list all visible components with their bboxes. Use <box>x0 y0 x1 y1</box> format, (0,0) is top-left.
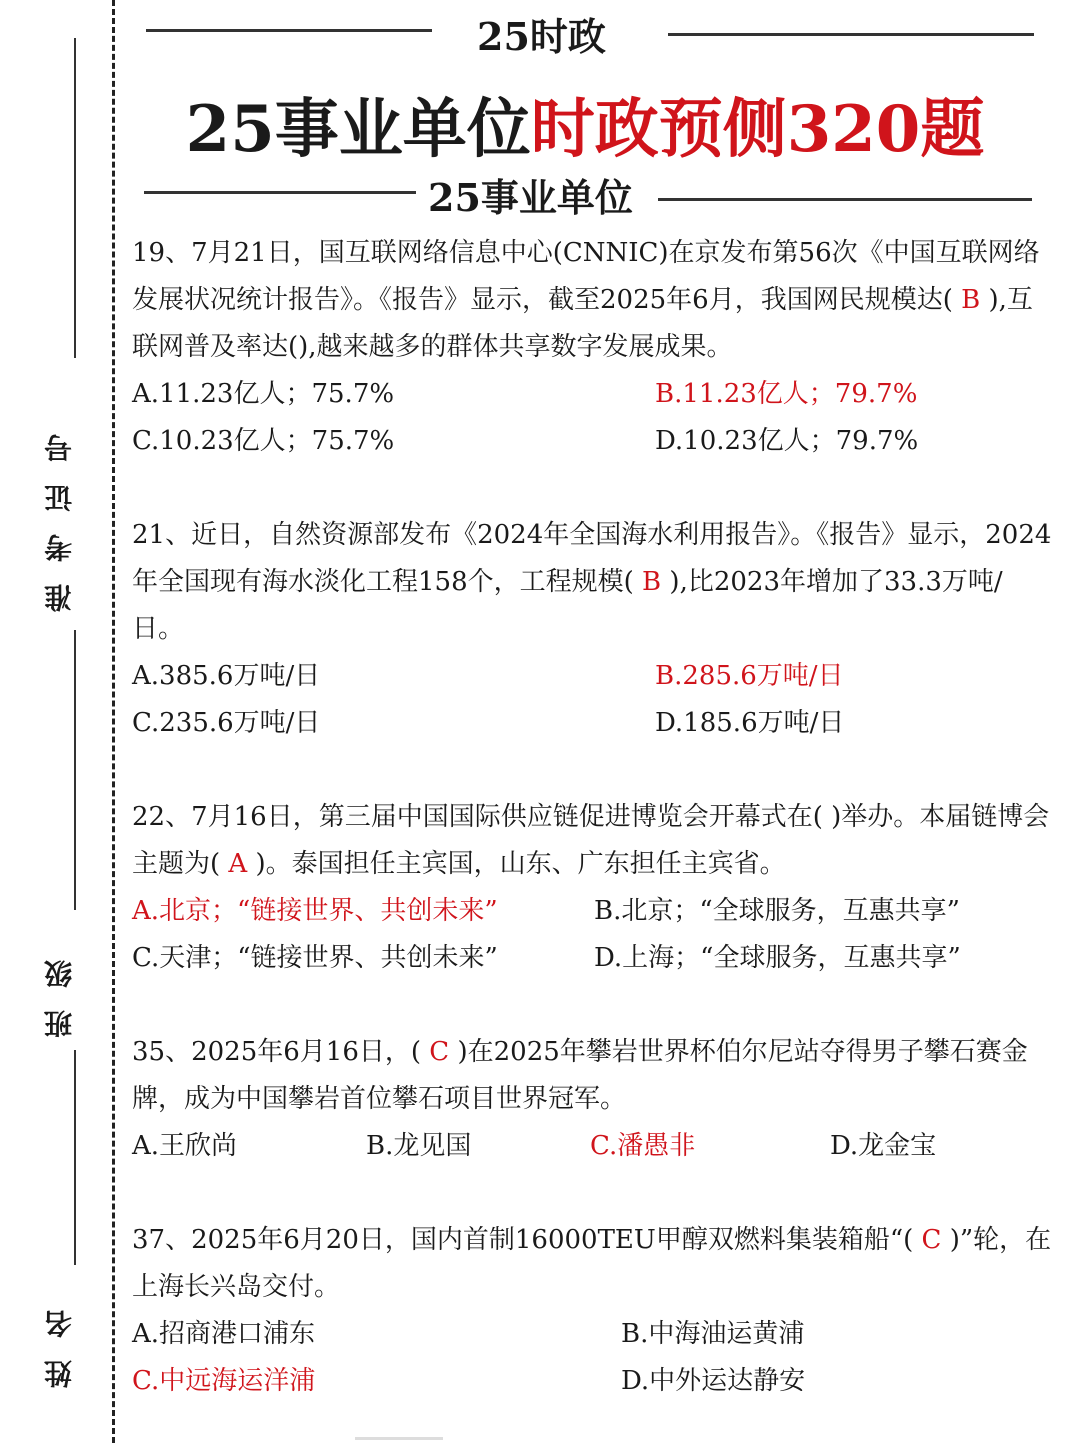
options <box>132 888 1052 982</box>
option-b: B.龙见国 <box>366 1131 472 1161</box>
option-c-correct: C.潘愚非 <box>590 1131 696 1161</box>
question-stem: 35、2025年6月16日，( <box>132 1037 422 1067</box>
question-stem: 22、7月16日，第三届中国国际供应链促进博览会开幕式在( )举办。本届链博会主题为( <box>132 802 1050 879</box>
option-d: D.185.6万吨/日 <box>655 708 845 738</box>
question-stem-tail: ),互联网普及率达(),越来越多的群体共享数字发展成果。 <box>132 285 1033 362</box>
option-c: C.10.23亿人；75.7% <box>132 426 395 456</box>
options <box>132 371 1052 465</box>
question-stem: 37、2025年6月20日，国内首制16000TEU甲醇双燃料集装箱船“( <box>132 1225 914 1255</box>
options <box>132 653 1052 747</box>
seal-rule-bottom <box>74 1050 76 1265</box>
header-rule-top-left <box>146 29 432 32</box>
header-rule-bottom-right <box>658 198 1032 201</box>
answer-letter: B <box>633 567 670 597</box>
header-rule-top-right <box>668 33 1034 36</box>
question-stem-tail: ),比2023年增加了33.3万吨/日。 <box>132 567 1003 644</box>
exam-id-label: 准考证号 <box>43 412 76 612</box>
options <box>132 1123 1052 1170</box>
question-text <box>132 230 1052 371</box>
header-top-label: 25时政 <box>477 14 606 59</box>
question-stem-tail: )”轮，在上海长兴岛交付。 <box>132 1225 1052 1302</box>
question-stem: 21、近日，自然资源部发布《2024年全国海水利用报告》。《报告》显示，2024年全国现有海水淡化工程158个，工程规模( <box>132 520 1052 597</box>
question-stem-tail: )在2025年攀岩世界杯伯尔尼站夺得男子攀石赛金牌，成为中国攀岩首位攀石项目世界冠军。 <box>132 1037 1028 1114</box>
option-b-correct: B.285.6万吨/日 <box>655 661 844 691</box>
option-a: A.王欣尚 <box>132 1131 238 1161</box>
option-d: D.龙金宝 <box>830 1131 937 1161</box>
bottom-divider <box>355 1437 443 1440</box>
title-red-part: 时政预侧320题 <box>530 92 985 167</box>
option-d: D.上海；“全球服务，互惠共享” <box>594 943 961 973</box>
title-black-part: 25事业单位 <box>185 92 531 167</box>
answer-letter: C <box>913 1225 950 1255</box>
question-19 <box>132 230 1052 465</box>
options <box>132 1311 1052 1405</box>
answer-letter: A <box>220 849 256 879</box>
binding-dashed-line <box>112 0 115 1443</box>
question-stem: 19、7月21日，国互联网络信息中心(CNNIC)在京发布第56次《中国互联网络发展状况统计报告》。《报告》显示，截至2025年6月，我国网民规模达( <box>132 238 1040 315</box>
header-rule-bottom-left <box>144 191 416 194</box>
option-a: A.385.6万吨/日 <box>132 661 321 691</box>
option-b: B.中海油运黄浦 <box>621 1319 805 1349</box>
option-a: A.招商港口浦东 <box>132 1319 316 1349</box>
question-35 <box>132 1029 1052 1170</box>
option-d: D.中外运达静安 <box>621 1366 806 1396</box>
question-text <box>132 1217 1052 1311</box>
option-a: A.11.23亿人；75.7% <box>132 379 395 409</box>
option-c: C.天津；“链接世界、共创未来” <box>132 943 498 973</box>
question-21 <box>132 512 1052 747</box>
option-b: B.北京；“全球服务，互惠共享” <box>594 896 960 926</box>
question-22 <box>132 794 1052 982</box>
option-b-correct: B.11.23亿人；79.7% <box>655 379 918 409</box>
question-stem-tail: )。泰国担任主宾国，山东、广东担任主宾省。 <box>255 849 786 879</box>
question-list <box>132 230 1052 1452</box>
page-title <box>0 78 1080 170</box>
option-c-correct: C.中远海运洋浦 <box>132 1366 316 1396</box>
seal-rule-middle <box>74 630 76 910</box>
question-text <box>132 1029 1052 1123</box>
question-text <box>132 512 1052 653</box>
answer-letter: C <box>421 1037 458 1067</box>
option-d: D.10.23亿人；79.7% <box>655 426 919 456</box>
option-c: C.235.6万吨/日 <box>132 708 321 738</box>
name-label: 姓名 <box>43 1288 76 1388</box>
answer-letter: B <box>952 285 989 315</box>
question-text <box>132 794 1052 888</box>
header-sub-label: 25事业单位 <box>428 175 633 220</box>
class-label: 班级 <box>43 938 76 1038</box>
question-37 <box>132 1217 1052 1405</box>
option-a-correct: A.北京；“链接世界、共创未来” <box>132 896 498 926</box>
